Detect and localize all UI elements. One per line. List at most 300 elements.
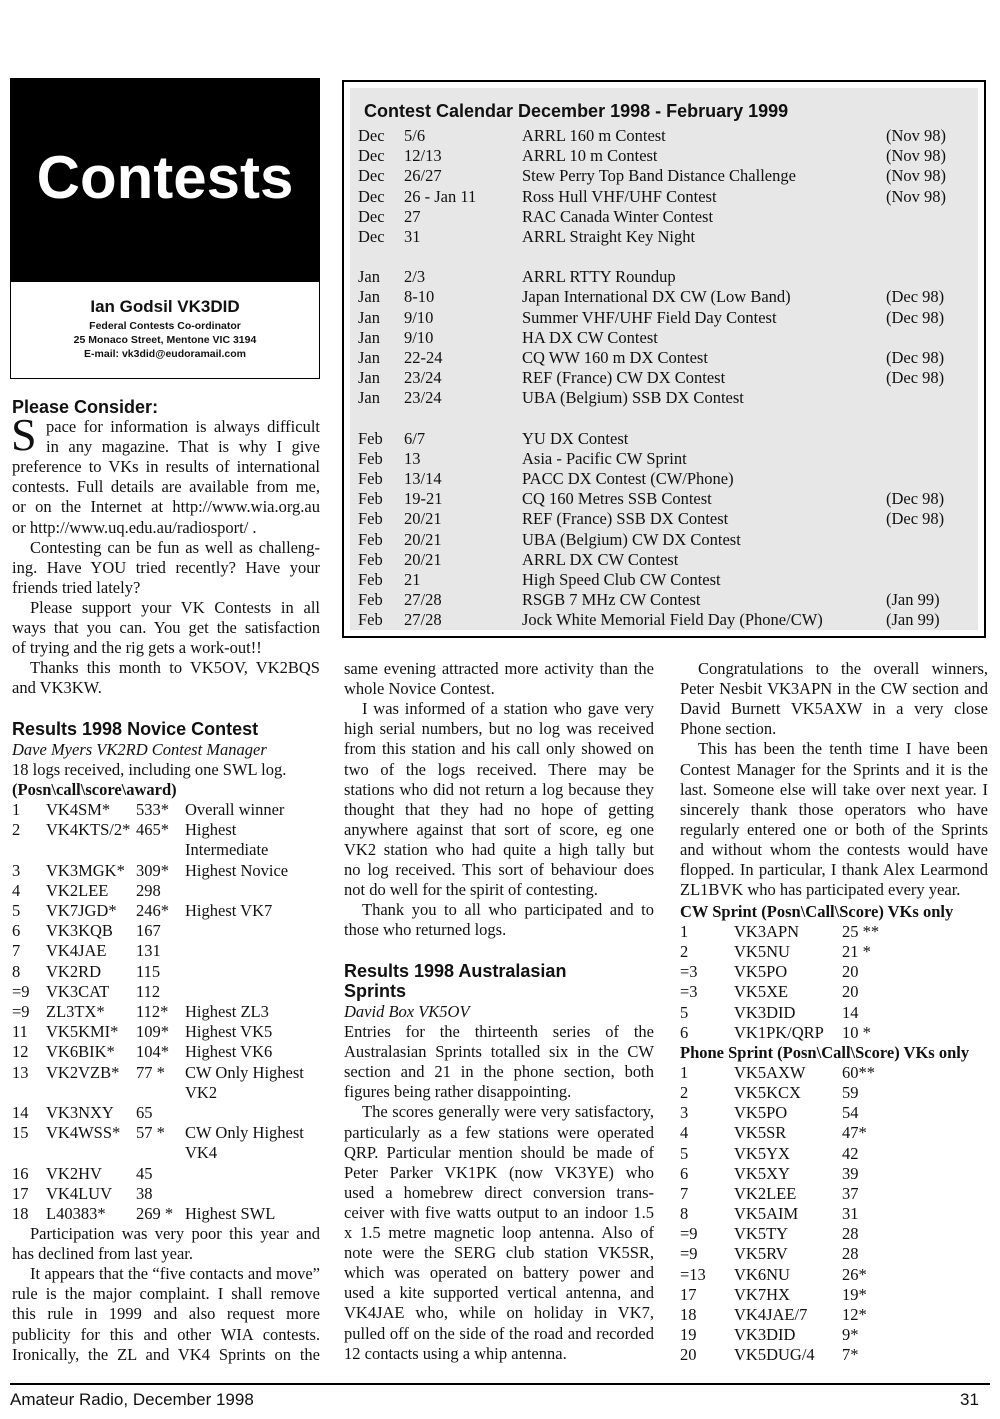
calendar-contest-name: ARRL 160 m Contest (522, 126, 666, 145)
novice-manager: Dave Myers VK2RD Contest Manager (12, 740, 267, 759)
text-line: Thank you to all who participated and to (362, 900, 654, 920)
calendar-row (350, 388, 990, 408)
text-line: anywhere against that sort of score, eg one (344, 819, 654, 839)
text-line: same evening attracted more activity than the (344, 659, 654, 678)
text-line: or http://www.uq.edu.au/radiosport/ . (12, 517, 257, 537)
calendar-row (350, 146, 990, 166)
novice-position: 16 (12, 1163, 29, 1183)
novice-award: Overall winner (185, 800, 285, 819)
calendar-contest-name: HA DX CW Contest (522, 327, 658, 347)
calendar-contest-name: UBA (Belgium) SSB DX Contest (522, 388, 744, 408)
sprint-position: 4 (680, 1123, 689, 1143)
text-line: pace for information is always difficult (46, 417, 320, 436)
sprint-position: =9 (680, 1244, 698, 1264)
sprint-position: 7 (680, 1183, 689, 1203)
novice-score: 465* (136, 820, 169, 840)
novice-callsign: VK4KTS/2* (46, 820, 131, 840)
sprint-position: =9 (680, 1224, 698, 1244)
novice-row (12, 1022, 322, 1042)
sprint-callsign: VK3DID (734, 1002, 796, 1022)
sprint-score: 7* (842, 1345, 859, 1365)
novice-position: =9 (12, 1002, 30, 1021)
sprint-callsign: VK5SR (734, 1123, 787, 1143)
sprint-score: 9* (842, 1324, 859, 1344)
calendar-row (350, 469, 990, 489)
text-line: has declined from last year. (12, 1244, 193, 1264)
sprint-row (680, 1123, 990, 1143)
calendar-row (350, 328, 990, 348)
calendar-ref: (Jan 99) (886, 590, 940, 610)
novice-callsign: VK2LEE (46, 880, 109, 900)
sprint-callsign: VK3APN (734, 922, 800, 941)
cw-sprint-heading: CW Sprint (Posn\Call\Score) VKs only (680, 902, 954, 921)
sprint-callsign: VK5KCX (734, 1083, 801, 1103)
sprint-row (680, 1224, 990, 1244)
novice-award: Highest ZL3 (185, 1002, 269, 1021)
sprint-callsign: VK5AIM (734, 1204, 799, 1224)
novice-position: 13 (12, 1062, 29, 1082)
calendar-contest-name: YU DX Contest (522, 428, 629, 448)
text-line: rule is the major complaint. I shall remove (12, 1284, 320, 1304)
sprint-row (680, 1083, 990, 1103)
text-line: ceiver with five watts output to an indoor 1.5 (344, 1202, 654, 1222)
novice-callsign: VK4SM* (46, 800, 111, 819)
sprint-row (680, 1164, 990, 1184)
sprint-callsign: VK5DUG/4 (734, 1345, 815, 1365)
calendar-row (350, 187, 990, 207)
novice-callsign: VK4LUV (46, 1183, 112, 1203)
sprint-callsign: VK1PK/QRP (734, 1022, 824, 1042)
novice-logs: 18 logs received, including one SWL log. (12, 760, 287, 779)
calendar-dates: 20/21 (404, 529, 442, 549)
sprint-position: 2 (680, 1083, 689, 1103)
calendar-month: Feb (358, 590, 383, 610)
sprint-position: 6 (680, 1022, 689, 1042)
calendar-dates: 27/28 (404, 610, 442, 630)
calendar-month: Dec (358, 126, 385, 145)
novice-row (12, 941, 322, 961)
novice-row (12, 1123, 322, 1143)
calendar-row (350, 227, 990, 247)
sprint-position: 18 (680, 1304, 697, 1324)
calendar-ref: (Dec 98) (886, 368, 945, 388)
calendar-dates: 9/10 (404, 307, 434, 327)
sprint-position: 19 (680, 1324, 697, 1344)
text-line: ways that you can. You get the satisfaction (12, 618, 320, 637)
calendar-row (350, 348, 990, 368)
sprint-row (680, 1063, 990, 1083)
calendar-dates: 27 (404, 206, 421, 226)
text-line: Please support your VK Contests in all (30, 597, 320, 617)
calendar-month: Dec (358, 186, 385, 206)
sprint-score: 42 (842, 1143, 859, 1163)
text-line: from this station and his call only showed on (344, 739, 654, 759)
calendar-contest-name: UBA (Belgium) CW DX Contest (522, 529, 741, 549)
sprints-heading: Results 1998 Australasian (344, 961, 567, 981)
sprint-callsign: VK5PO (734, 962, 788, 982)
text-line: I was informed of a station who gave very (362, 699, 654, 719)
novice-score: 77 * (136, 1062, 165, 1082)
novice-score: 109* (136, 1022, 169, 1042)
sprint-position: =3 (680, 962, 698, 982)
text-line: Phone section. (680, 719, 777, 739)
text-line: ing. Have YOU tried recently? Have your (12, 557, 320, 577)
sprint-score: 20 (842, 962, 859, 982)
novice-callsign: VK3NXY (46, 1103, 114, 1122)
text-line: Congratulations to the overall winners, (698, 659, 988, 678)
calendar-dates: 20/21 (404, 509, 442, 529)
author-address: 25 Monaco Street, Mentone VIC 3194 (73, 334, 257, 346)
calendar-month: Jan (358, 327, 380, 347)
novice-row (12, 1164, 322, 1184)
calendar-row (350, 429, 990, 449)
novice-row (12, 840, 322, 860)
calendar-ref: (Dec 98) (886, 307, 945, 327)
calendar-dates: 23/24 (404, 368, 442, 388)
calendar-row (350, 610, 990, 630)
sprint-position: 1 (680, 1063, 689, 1082)
sprint-position: 2 (680, 942, 689, 962)
text-line: and VK3KW. (12, 678, 102, 698)
novice-callsign: VK4JAE (46, 941, 107, 961)
text-line: flopped. In particular, I thank Alex Learmond (680, 860, 988, 879)
calendar-month: Feb (358, 570, 383, 589)
calendar-month: Feb (358, 428, 383, 448)
sprint-score: 59 (842, 1083, 859, 1103)
text-line: Peter Nesbit VK3APN in the CW section and (680, 679, 988, 699)
text-line: figures being rather disappointing. (344, 1082, 572, 1102)
calendar-month: Feb (358, 489, 383, 509)
text-line: David Burnett VK5AXW in a very close (680, 699, 988, 719)
sprint-score: 28 (842, 1244, 859, 1264)
sprint-callsign: VK4JAE/7 (734, 1304, 808, 1324)
text-line: used a kite supported vertical antenna, and (344, 1283, 654, 1303)
novice-position: 4 (12, 880, 21, 900)
sprint-position: 8 (680, 1204, 689, 1224)
text-line: two of the logs received. There may be (344, 759, 654, 779)
calendar-row (350, 287, 990, 307)
sprint-row (680, 982, 990, 1002)
novice-callsign: VK2VZB* (46, 1062, 120, 1082)
calendar-dates: 26 - Jan 11 (404, 186, 477, 206)
text-line: VK4JAE who, while on holiday in VK7, (344, 1303, 654, 1323)
sprint-callsign: VK5NU (734, 942, 790, 962)
sprint-score: 47* (842, 1123, 867, 1143)
sprint-score: 25 ** (842, 922, 880, 941)
sprint-row (680, 1345, 990, 1365)
novice-row (12, 962, 322, 982)
novice-callsign: VK2HV (46, 1163, 102, 1183)
calendar-ref: (Nov 98) (886, 146, 947, 166)
sprint-score: 54 (842, 1103, 859, 1123)
sprint-score: 14 (842, 1002, 859, 1022)
sprint-callsign: VK5XY (734, 1163, 790, 1183)
author-email: E-mail: vk3did@eudoramail.com (84, 348, 246, 360)
calendar-contest-name: ARRL RTTY Roundup (522, 267, 676, 287)
calendar-contest-name: Ross Hull VHF/UHF Contest (522, 186, 717, 206)
calendar-dates: 6/7 (404, 428, 426, 448)
sprint-row (680, 1103, 990, 1123)
calendar-row (350, 570, 990, 590)
calendar-contest-name: Asia - Pacific CW Sprint (522, 448, 687, 468)
sprint-row (680, 1003, 990, 1023)
calendar-contest-name: Jock White Memorial Field Day (Phone/CW) (522, 610, 823, 630)
novice-position: 8 (12, 961, 21, 981)
text-line: in any magazine. That is why I give (46, 437, 320, 457)
novice-row (12, 881, 322, 901)
calendar-contest-name: Japan International DX CW (Low Band) (522, 287, 791, 307)
novice-position: =9 (12, 981, 30, 1001)
calendar-dates: 31 (404, 227, 421, 246)
novice-row (12, 921, 322, 941)
novice-award: Highest VK5 (185, 1022, 273, 1042)
novice-callsign: L40383* (46, 1204, 106, 1223)
sprint-score: 10 * (842, 1022, 871, 1042)
calendar-month: Jan (358, 348, 380, 367)
text-line: no log received. This sort of behaviour does (344, 860, 654, 879)
calendar-contest-name: PACC DX Contest (CW/Phone) (522, 469, 734, 488)
text-line: Participation was very poor this year and (30, 1224, 320, 1243)
novice-score: 167 (136, 921, 161, 941)
text-line: preference to VKs in results of international (12, 457, 320, 477)
calendar-month: Jan (358, 287, 380, 307)
sprint-score: 12* (842, 1304, 867, 1324)
novice-row (12, 1063, 322, 1083)
novice-award: CW Only Highest (185, 1123, 304, 1143)
novice-position: 3 (12, 860, 21, 880)
sprint-callsign: VK5TY (734, 1224, 789, 1244)
footer-rule (10, 1383, 990, 1385)
text-line: this rule in 1999 and also request more (12, 1304, 320, 1324)
novice-callsign: VK3MGK* (46, 860, 125, 880)
text-line: regularly entered one or both of the Sprints (680, 819, 988, 839)
sprint-row (680, 1023, 990, 1043)
calendar-dates: 13/14 (404, 469, 442, 488)
calendar-row (350, 207, 990, 227)
sprint-row (680, 1244, 990, 1264)
calendar-contest-name: REF (France) CW DX Contest (522, 368, 726, 388)
text-line: Australasian Sprints totalled six in the CW (344, 1042, 654, 1062)
text-line: those who returned logs. (344, 920, 507, 940)
text-line: which was operated on battery power and (344, 1263, 654, 1283)
sprint-score: 60** (842, 1063, 875, 1082)
text-line: and without whom the contests would have (680, 839, 988, 859)
sprint-score: 20 (842, 982, 859, 1002)
calendar-dates: 8-10 (404, 287, 435, 307)
text-line: Peter Parker VK1PK (now VK3YE) who (344, 1162, 654, 1182)
calendar-month: Feb (358, 549, 383, 569)
novice-score: 131 (136, 941, 161, 961)
sprint-position: =13 (680, 1264, 706, 1284)
novice-award: VK2 (185, 1082, 218, 1102)
section-title: Contests (36, 144, 294, 211)
calendar-dates: 26/27 (404, 166, 442, 186)
calendar-title: Contest Calendar December 1998 - February 1999 (364, 101, 789, 121)
calendar-month: Jan (358, 267, 380, 287)
novice-callsign: VK5KMI* (46, 1022, 119, 1042)
novice-score: 45 (136, 1163, 153, 1183)
novice-score: 269 * (136, 1204, 174, 1223)
calendar-dates: 19-21 (404, 489, 443, 509)
novice-score: 246* (136, 901, 169, 920)
calendar-ref: (Nov 98) (886, 186, 947, 206)
calendar-row (350, 590, 990, 610)
text-line: thought that they had no hope of getting (344, 799, 654, 819)
calendar-dates: 2/3 (404, 267, 426, 287)
calendar-dates: 22-24 (404, 348, 443, 367)
text-line: 12 contacts using a whip antenna. (344, 1343, 567, 1363)
novice-row (12, 1184, 322, 1204)
calendar-month: Feb (358, 610, 383, 630)
calendar-dates: 5/6 (404, 126, 426, 145)
sprints-author: David Box VK5OV (344, 1002, 470, 1021)
novice-position: 17 (12, 1183, 29, 1203)
novice-row (12, 901, 322, 921)
calendar-contest-name: ARRL 10 m Contest (522, 146, 658, 166)
sprint-position: 5 (680, 1002, 689, 1022)
calendar-contest-name: High Speed Club CW Contest (522, 570, 721, 589)
text-line: QRP. Particular mention should be made of (344, 1142, 654, 1162)
sprint-position: 6 (680, 1163, 689, 1183)
text-line: Thanks this month to VK5OV, VK2BQS (30, 658, 320, 678)
calendar-ref: (Dec 98) (886, 287, 945, 307)
calendar-contest-name: Summer VHF/UHF Field Day Contest (522, 307, 777, 327)
calendar-background (350, 88, 978, 630)
calendar-ref: (Nov 98) (886, 126, 947, 145)
calendar-contest-name: RSGB 7 MHz CW Contest (522, 590, 701, 610)
calendar-contest-name: ARRL DX CW Contest (522, 549, 679, 569)
sprint-position: 3 (680, 1103, 689, 1123)
sprint-row (680, 1325, 990, 1345)
calendar-month: Feb (358, 448, 383, 468)
sprint-score: 28 (842, 1224, 859, 1244)
novice-row (12, 1083, 322, 1103)
sprint-position: 1 (680, 922, 689, 941)
footer-publication: Amateur Radio, December 1998 (10, 1390, 254, 1409)
sprint-position: 17 (680, 1284, 697, 1304)
novice-score: 104* (136, 1042, 169, 1062)
text-line: whole Novice Contest. (344, 679, 495, 699)
novice-row (12, 982, 322, 1002)
calendar-dates: 27/28 (404, 590, 442, 610)
novice-callsign: VK6BIK* (46, 1042, 115, 1062)
novice-award: Highest SWL (185, 1204, 276, 1223)
sprint-row (680, 1204, 990, 1224)
text-line: Ironically, the ZL and VK4 Sprints on the (12, 1344, 320, 1364)
sprint-callsign: VK5XE (734, 982, 789, 1002)
novice-score: 533* (136, 800, 169, 819)
sprint-position: =3 (680, 982, 698, 1002)
author-block (10, 282, 320, 379)
novice-score: 298 (136, 880, 161, 900)
novice-row (12, 861, 322, 881)
calendar-row (350, 550, 990, 570)
novice-award: Intermediate (185, 840, 269, 860)
sprint-row (680, 1184, 990, 1204)
sprint-score: 21 * (842, 942, 871, 962)
author-role: Federal Contests Co-ordinator (89, 320, 241, 332)
text-line: used a homebrew direct conversion trans- (344, 1182, 654, 1202)
sprint-row (680, 942, 990, 962)
sprint-callsign: VK5PO (734, 1103, 788, 1123)
sprint-score: 37 (842, 1183, 859, 1203)
text-line: ZL1BVK who has participated every year. (680, 880, 961, 900)
novice-award: Highest Novice (185, 860, 289, 880)
text-line: particularly as a few stations were operated (344, 1122, 654, 1142)
sprint-callsign: VK3DID (734, 1324, 796, 1344)
calendar-contest-name: REF (France) SSB DX Contest (522, 509, 729, 529)
novice-position: 6 (12, 921, 21, 941)
sprint-callsign: VK5RV (734, 1244, 788, 1264)
calendar-dates: 12/13 (404, 146, 442, 166)
novice-row (12, 1042, 322, 1062)
novice-score: 57 * (136, 1123, 165, 1143)
text-line: friends tried lately? (12, 577, 141, 597)
text-line: not do well for the spirit of contesting. (344, 880, 598, 900)
sprint-score: 31 (842, 1204, 859, 1224)
novice-callsign: VK3KQB (46, 921, 113, 941)
novice-callsign: VK3CAT (46, 981, 110, 1001)
calendar-month: Jan (358, 388, 380, 408)
sprint-score: 26* (842, 1264, 867, 1284)
text-line: VK2 station who had quite a high tally but (344, 839, 654, 859)
novice-position: 14 (12, 1103, 29, 1122)
calendar-row (350, 368, 990, 388)
text-line: high serial numbers, but no log was received (344, 719, 654, 739)
novice-columns: (Posn\call\score\award) (12, 780, 177, 799)
novice-score: 309* (136, 860, 169, 880)
novice-award: Highest VK7 (185, 901, 273, 920)
novice-heading: Results 1998 Novice Contest (12, 719, 259, 739)
calendar-row (350, 308, 990, 328)
calendar-row (350, 126, 990, 146)
text-line: It appears that the “five contacts and move” (30, 1264, 320, 1284)
novice-callsign: VK4WSS* (46, 1123, 121, 1143)
calendar-month: Feb (358, 469, 383, 488)
section-title-block (10, 78, 320, 282)
novice-award: CW Only Highest (185, 1062, 304, 1082)
author-name: Ian Godsil VK3DID (90, 297, 240, 316)
novice-row (12, 1002, 322, 1022)
text-line: stations who did not return a log because they (344, 779, 654, 799)
sprint-callsign: VK6NU (734, 1264, 790, 1284)
sprint-row (680, 922, 990, 942)
text-line: or on the Internet at http://www.wia.org.au (12, 497, 320, 517)
novice-award: Highest VK6 (185, 1042, 273, 1062)
novice-position: 15 (12, 1123, 29, 1143)
sprint-row (680, 1144, 990, 1164)
sprint-callsign: VK7HX (734, 1284, 790, 1304)
novice-score: 112* (136, 1002, 169, 1021)
drop-cap: S (11, 409, 37, 460)
calendar-contest-name: RAC Canada Winter Contest (522, 206, 714, 226)
calendar-contest-name: CQ WW 160 m DX Contest (522, 348, 708, 367)
calendar-ref: (Jan 99) (886, 610, 940, 630)
calendar-month: Dec (358, 227, 385, 246)
sprint-callsign: VK2LEE (734, 1183, 797, 1203)
novice-position: 2 (12, 820, 21, 840)
novice-callsign: VK2RD (46, 961, 102, 981)
calendar-month: Feb (358, 509, 383, 529)
calendar-contest-name: CQ 160 Metres SSB Contest (522, 489, 712, 509)
text-line: note were the SERG club station VK5SR, (344, 1243, 654, 1263)
sprints-heading-cont: Sprints (344, 981, 407, 1001)
consider-heading: Please Consider: (12, 397, 159, 417)
calendar-dates: 13 (404, 448, 421, 468)
novice-position: 11 (12, 1022, 28, 1042)
novice-callsign: ZL3TX* (46, 1002, 105, 1021)
novice-row (12, 1204, 322, 1224)
